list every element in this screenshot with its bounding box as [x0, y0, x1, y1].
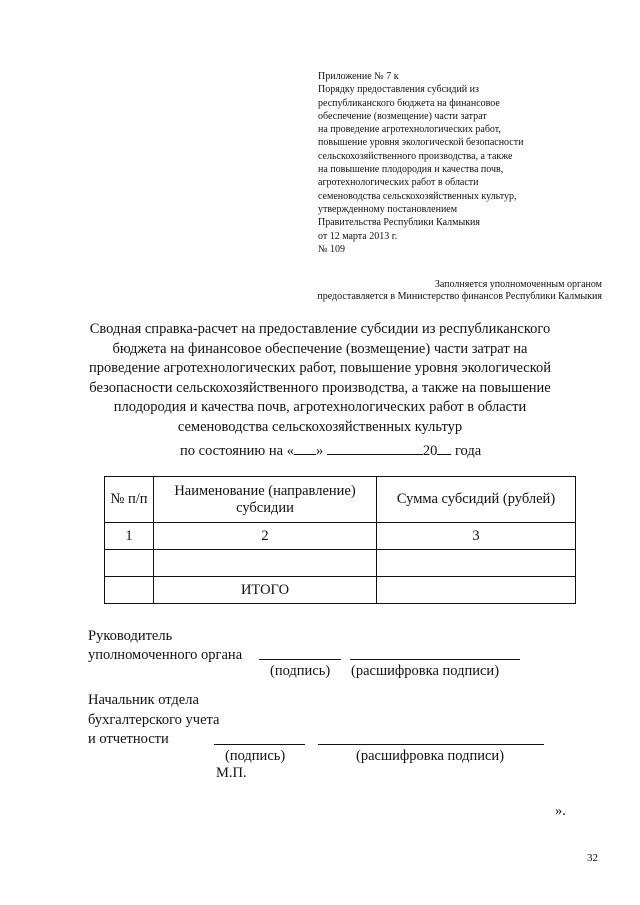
acc-signature-line — [214, 744, 305, 745]
date-mid: » — [315, 443, 324, 459]
title-line: проведение агротехнологических работ, повышение уровня экологической — [88, 360, 552, 377]
header-name: Наименование (направление) субсидии — [154, 477, 377, 523]
acc-signature-caption: (подпись) — [225, 748, 286, 764]
table-total-row — [105, 577, 576, 604]
as-of-date-line — [180, 442, 481, 460]
appendix-line: от 12 марта 2013 г. — [318, 230, 398, 242]
title-line: бюджета на финансовое обеспечение (возмещение) части затрат на — [112, 340, 528, 357]
head-title-line1: Руководитель — [88, 628, 173, 644]
total-label: ИТОГО — [154, 577, 377, 604]
acc-title-line3: и отчетности — [88, 731, 169, 747]
appendix-line: обеспечение (возмещение) части затрат — [318, 110, 487, 122]
acc-decode-caption: (расшифровка подписи) — [356, 748, 505, 764]
appendix-line: Порядку предоставления субсидий из — [318, 84, 479, 96]
submitted-to-note: предоставляется в Министерство финансов Республики Калмыкия — [317, 291, 602, 302]
acc-title-line1: Начальник отдела — [88, 692, 199, 708]
appendix-line: на проведение агротехнологических работ, — [318, 124, 501, 136]
date-suffix: года — [451, 443, 482, 459]
numbering-cell: 1 — [105, 523, 154, 550]
title-line: семеноводства сельскохозяйственных культур — [177, 418, 463, 435]
appendix-line: республиканского бюджета на финансовое — [318, 97, 500, 109]
table-numbering-row — [105, 523, 576, 550]
title-line: плодородия и качества почв, агротехнологических работ в области — [113, 399, 527, 416]
table-cell — [105, 577, 154, 604]
numbering-cell: 2 — [154, 523, 377, 550]
subsidy-table — [104, 476, 576, 604]
appendix-line: на повышение плодородия и качества почв, — [318, 164, 504, 176]
appendix-header — [318, 70, 618, 256]
closing-quote: ». — [555, 803, 566, 819]
acc-title-line2: бухгалтерского учета — [88, 712, 220, 728]
table-cell — [154, 550, 377, 577]
total-amount-cell — [377, 577, 576, 604]
title-line: Сводная справка-расчет на предоставление субсидии из республиканского — [89, 321, 551, 337]
appendix-line: агротехнологических работ в области — [318, 177, 479, 189]
header-number: № п/п — [105, 477, 154, 523]
table-cell — [377, 550, 576, 577]
document-title — [60, 320, 580, 438]
table-cell — [105, 550, 154, 577]
head-signature-line — [259, 659, 341, 660]
appendix-line: утвержденному постановлением — [318, 203, 458, 215]
header-amount: Сумма субсидий (рублей) — [377, 477, 576, 523]
year-prefix: 20 — [422, 443, 438, 459]
appendix-line: повышение уровня экологической безопасности — [318, 137, 524, 149]
table-header-row — [105, 477, 576, 523]
appendix-line: Правительства Республики Калмыкия — [318, 217, 481, 229]
day-blank — [294, 442, 316, 455]
seal-mark: М.П. — [216, 765, 247, 781]
head-title-line2: уполномоченного органа — [88, 647, 243, 663]
numbering-cell: 3 — [377, 523, 576, 550]
filled-by-note: Заполняется уполномоченным органом — [434, 279, 602, 290]
appendix-line: сельскохозяйственного производства, а также — [318, 150, 513, 162]
head-name-line — [350, 659, 520, 660]
appendix-line: № 109 — [318, 243, 346, 255]
acc-name-line — [318, 744, 544, 745]
appendix-line: Приложение № 7 к — [318, 71, 399, 82]
date-prefix: по состоянию на « — [180, 443, 294, 459]
page-number: 32 — [587, 852, 598, 864]
head-signature-caption: (подпись) — [270, 663, 331, 679]
title-line: безопасности сельскохозяйственного производства, а также на повышение — [89, 379, 551, 396]
appendix-line: семеноводства сельскохозяйственных культур, — [318, 190, 517, 202]
table-row — [105, 550, 576, 577]
head-decode-caption: (расшифровка подписи) — [351, 663, 500, 679]
month-blank — [327, 442, 423, 455]
year-blank — [437, 442, 451, 455]
